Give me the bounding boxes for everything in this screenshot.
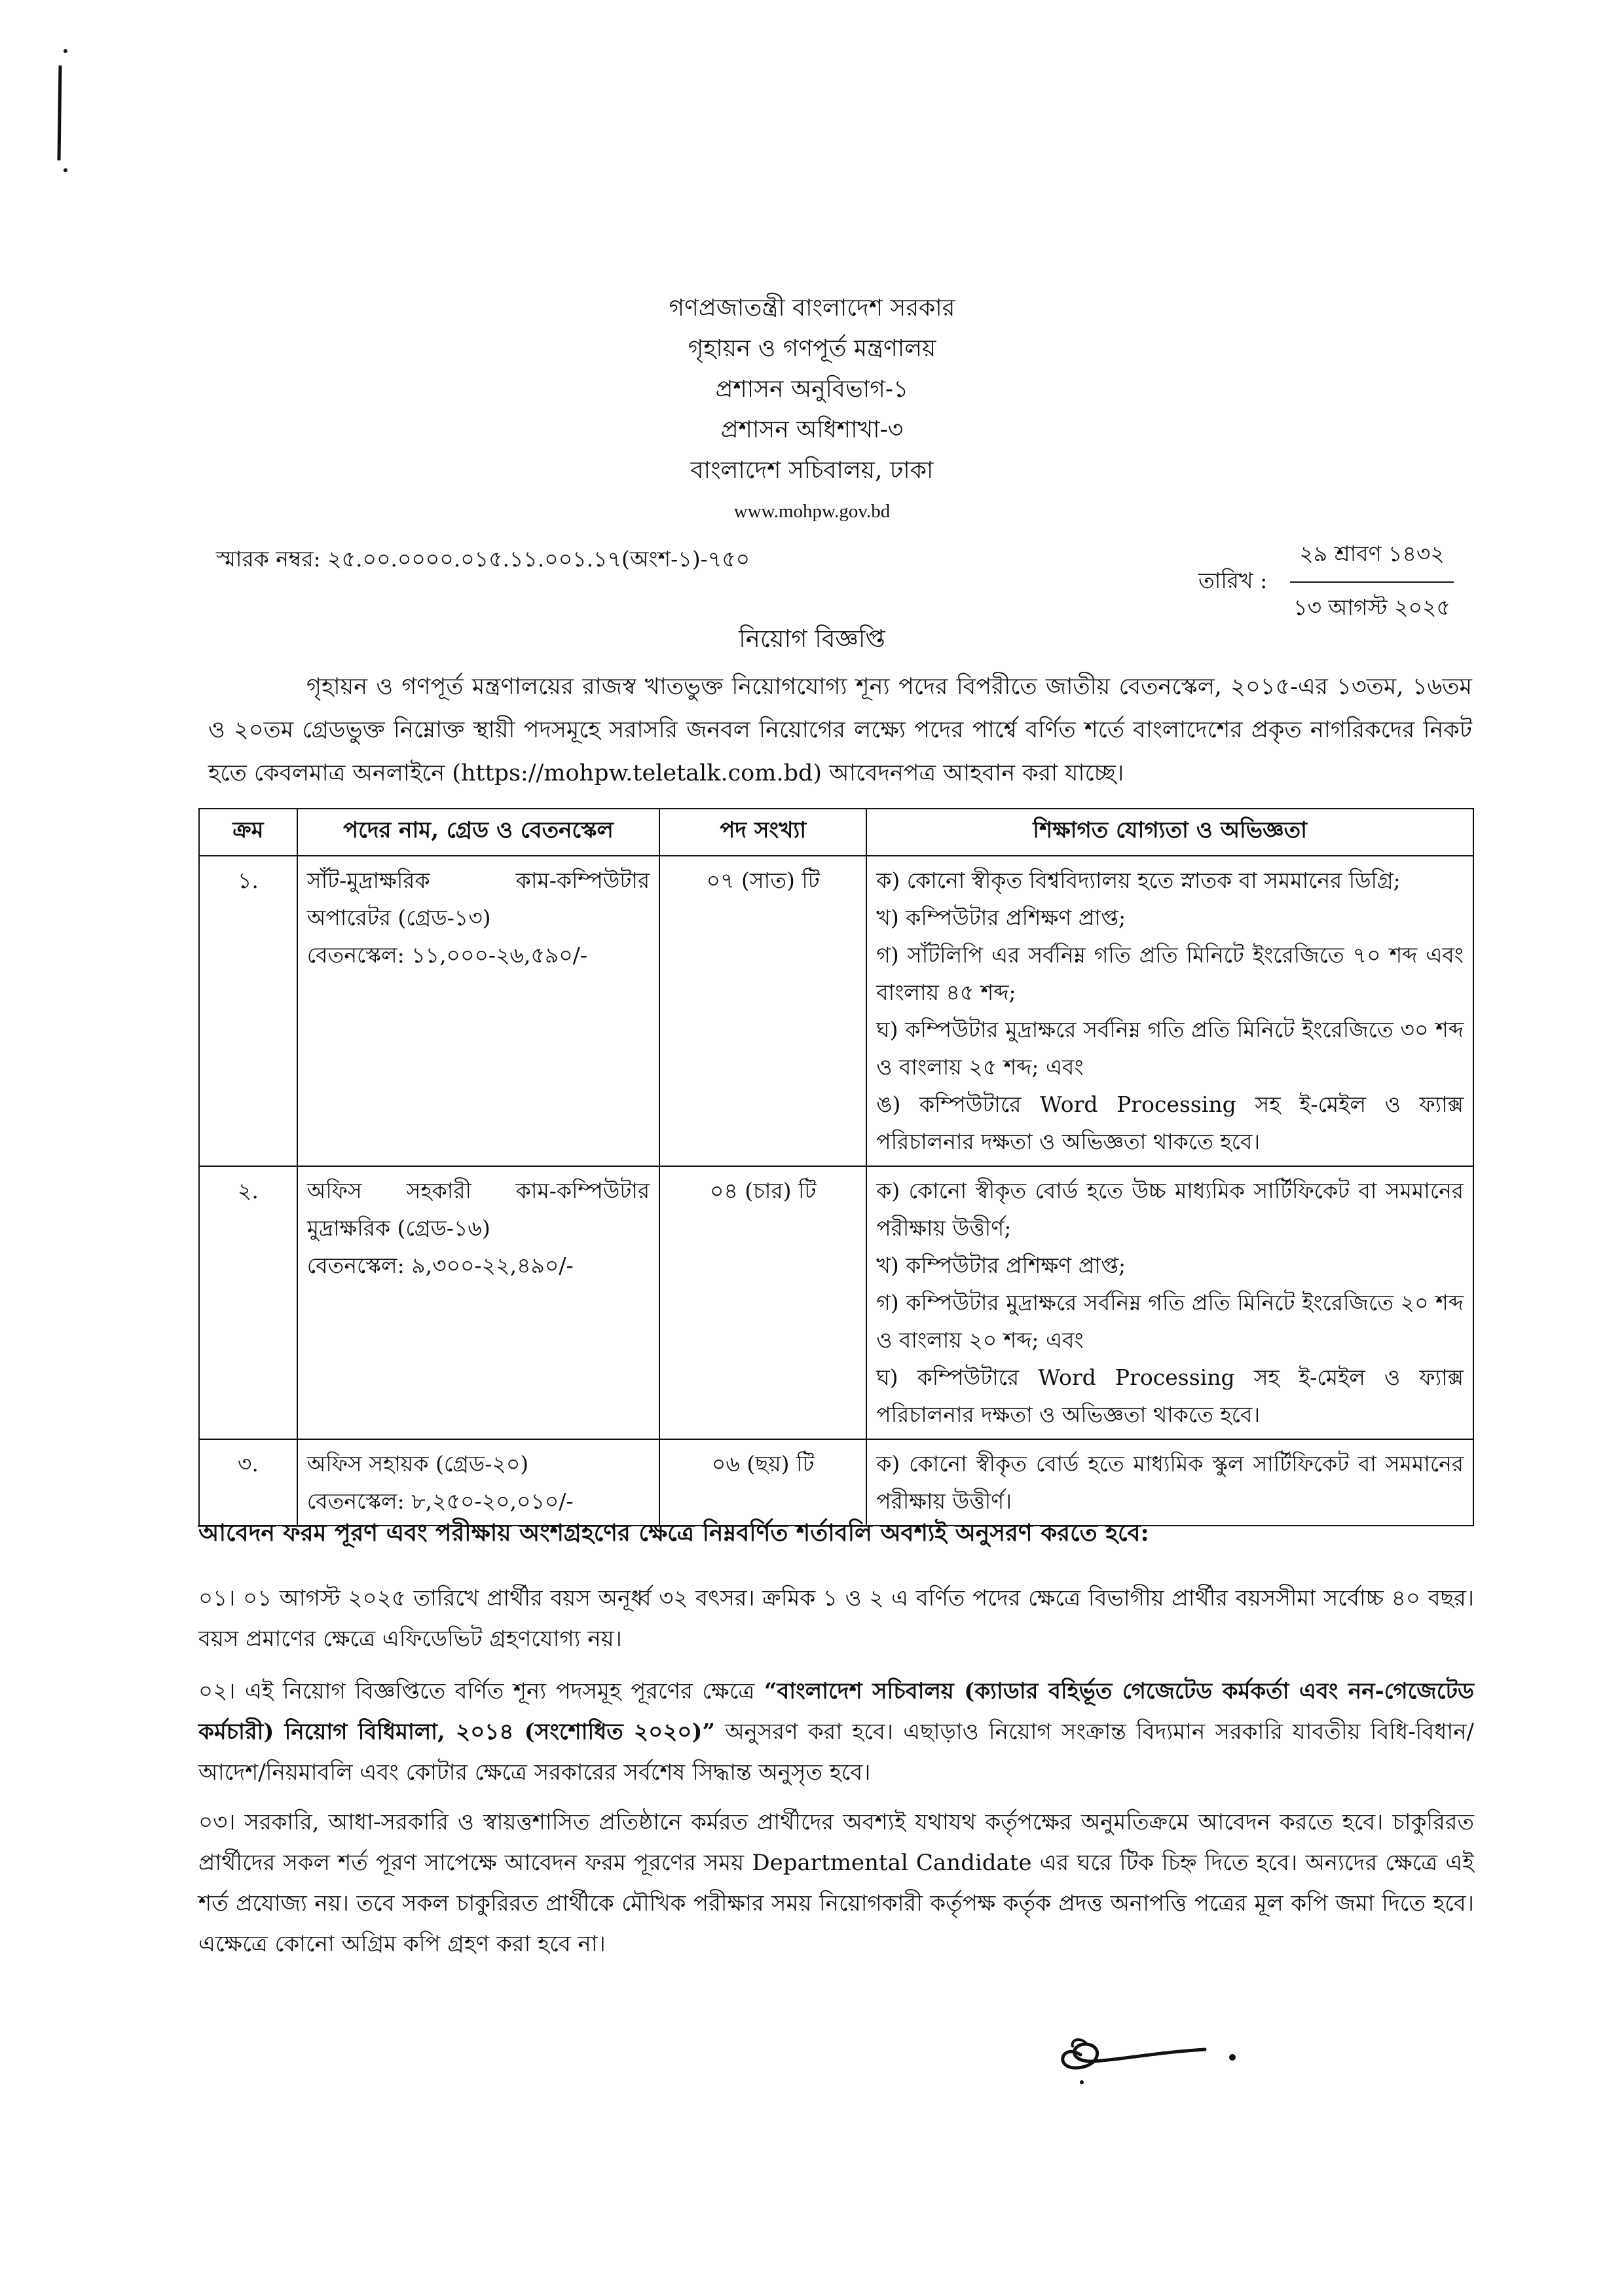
memo-number: [216, 542, 750, 579]
header-serial: ক্রম: [199, 809, 297, 856]
header-government: গণপ্রজাতন্ত্রী বাংলাদেশ সরকার: [669, 295, 955, 321]
table-row: [199, 1439, 1473, 1526]
conditions-heading: আবেদন ফরম পূরণ এবং পরীক্ষায় অংশগ্রহণের ক্ষেত্রে নিম্নবর্ণিত শর্তাবলি অবশ্যই অনুসরণ করতে হবে:: [198, 1519, 1149, 1547]
header-qualification: শিক্ষাগত যোগ্যতা ও অভিজ্ঞতা: [866, 809, 1473, 856]
row-serial: ৩.: [199, 1439, 297, 1526]
notice-title: নিয়োগ বিজ্ঞপ্তি: [739, 625, 885, 653]
signature: [1041, 2017, 1257, 2089]
row-count: ০৭ (সাত) টি: [659, 856, 866, 1166]
row-qualifications: [866, 1439, 1473, 1526]
qualification-item: ক) কোনো স্বীকৃত বোর্ড হতে মাধ্যমিক স্কুল সার্টিফিকেট বা সমমানের পরীক্ষায় উত্তীর্ণ।: [876, 1451, 1464, 1514]
row-post: [297, 856, 659, 1166]
date-block: [1198, 534, 1460, 630]
table-row: [199, 1166, 1473, 1439]
table-header-row: [199, 809, 1473, 856]
row-post: [297, 1166, 659, 1439]
pay-scale: বেতনস্কেল: ১১,০০০-২৬,৫৯০/-: [306, 942, 588, 968]
intro-paragraph: গৃহায়ন ও গণপূর্ত মন্ত্রণালয়ের রাজস্ব খাতভুক্ত নিয়োগযোগ্য শূন্য পদের বিপরীতে জাতীয় বেতনস্কেল, ২০১৫-এর ১৩তম, ১৬তম ও ২০তম গ্রেডভুক্ত নিম্নোক্ত স্থায়ী পদসমূহে সরাসরি জনবল নিয়োগের লক্ষ্যে পদের পার্শ্বে বর্ণিত শর্তে বাংলাদেশের প্রকৃত নাগরিকদের নিকট হতে কেবলমাত্র অনলাইনে (https://mohpw.teletalk.com.bd) আবেদনপত্র আহবান করা যাচ্ছে।: [208, 674, 1472, 786]
memo-value: ২৫.০০.০০০০.০১৫.১১.০০১.১৭(অংশ-১)-৭৫০: [327, 546, 750, 572]
row-count: ০৪ (চার) টি: [659, 1166, 866, 1439]
posts-table: [198, 808, 1474, 1526]
pay-scale: বেতনস্কেল: ৯,৩০০-২২,৪৯০/-: [306, 1253, 574, 1278]
post-name: অফিস সহকারী কাম-কম্পিউটার মুদ্রাক্ষরিক (গ্রেড-১৬): [306, 1178, 650, 1241]
office-header: [0, 288, 1624, 532]
memo-label: স্মারক নম্বর:: [216, 546, 321, 572]
qualification-item: গ) সাঁটলিপি এর সর্বনিম্ন গতি প্রতি মিনিটে ইংরেজিতে ৭০ শব্দ এবং বাংলায় ৪৫ শব্দ;: [876, 942, 1464, 1005]
table-row: [199, 856, 1473, 1166]
qualification-item: খ) কম্পিউটার প্রশিক্ষণ প্রাপ্ত;: [876, 905, 1126, 930]
condition-2-rest: অনুসরণ করা হবে। এছাড়াও নিয়োগ সংক্রান্ত বিদ্যমান সরকারি যাবতীয় বিধি-বিধান/আদেশ/নিয়মাবলি এবং কোটার ক্ষেত্রে সরকারের সর্বশেষ সিদ্ধান্ত অনুসৃত হবে।: [198, 1719, 1474, 1786]
condition-2-rule-title: “বাংলাদেশ সচিবালয় (ক্যাডার বহির্ভূত গেজেটেড কর্মকর্তা এবং নন-গেজেটেড কর্মচারী) নিয়োগ বিধিমালা, ২০১৪ (সংশোধিত ২০২০)”: [198, 1678, 1475, 1745]
date-english: ১৩ আগস্ট ২০২৫: [1293, 595, 1450, 620]
row-serial: ২.: [199, 1166, 297, 1439]
post-name: অফিস সহায়ক (গ্রেড-২০): [306, 1451, 529, 1477]
qualification-item: ক) কোনো স্বীকৃত বিশ্ববিদ্যালয় হতে স্নাতক বা সমমানের ডিগ্রি;: [876, 868, 1401, 893]
punch-mark: [46, 46, 72, 177]
header-location: বাংলাদেশ সচিবালয়, ঢাকা: [690, 457, 934, 484]
row-post: [297, 1439, 659, 1526]
post-name: সাঁট-মুদ্রাক্ষরিক কাম-কম্পিউটার অপারেটর (গ্রেড-১৩): [306, 868, 650, 930]
condition-1: ০১। ০১ আগস্ট ২০২৫ তারিখে প্রার্থীর বয়স অনূর্ধ্ব ৩২ বৎসর। ক্রমিক ১ ও ২ এ বর্ণিত পদের ক্ষেত্রে বিভাগীয় প্রার্থীর বয়সসীমা সর্বোচ্চ ৪০ বছর। বয়স প্রমাণের ক্ষেত্রে এফিডেভিট গ্রহণযোগ্য নয়।: [198, 1585, 1474, 1652]
condition-2: [198, 1671, 1474, 1793]
qualification-item: খ) কম্পিউটার প্রশিক্ষণ প্রাপ্ত;: [876, 1253, 1126, 1278]
qualification-item: গ) কম্পিউটার মুদ্রাক্ষরে সর্বনিম্ন গতি প্রতি মিনিটে ইংরেজিতে ২০ শব্দ ও বাংলায় ২০ শব্দ; এবং: [876, 1290, 1464, 1353]
row-serial: ১.: [199, 856, 297, 1166]
header-website: www.mohpw.gov.bd: [733, 501, 891, 522]
date-label: তারিখ :: [1198, 568, 1268, 593]
qualification-item: ঙ) কম্পিউটারে Word Processing সহ ই-মেইল ও ফ্যাক্স পরিচালনার দক্ষতা ও অভিজ্ঞতা থাকতে হবে।: [876, 1092, 1464, 1154]
header-ministry: গৃহায়ন ও গণপূর্ত মন্ত্রণালয়: [688, 335, 936, 362]
pay-scale: বেতনস্কেল: ৮,২৫০-২০,০১০/-: [306, 1488, 574, 1514]
header-division: প্রশাসন অনুবিভাগ-১: [715, 376, 909, 403]
date-bangla: ২৯ শ্রাবণ ১৪৩২: [1290, 534, 1453, 583]
qualification-item: ক) কোনো স্বীকৃত বোর্ড হতে উচ্চ মাধ্যমিক সার্টিফিকেট বা সমমানের পরীক্ষায় উত্তীর্ণ;: [876, 1178, 1464, 1241]
condition-3: ০৩। সরকারি, আধা-সরকারি ও স্বায়ত্তশাসিত প্রতিষ্ঠানে কর্মরত প্রার্থীদের অবশ্যই যথাযথ কর্তৃপক্ষের অনুমতিক্রমে আবেদন করতে হবে। চাকুরিরত প্রার্থীদের সকল শর্ত পূরণ সাপেক্ষে আবেদন ফরম পূরণের সময় Departmental Candidate এর ঘরে টিক চিহ্ন দিতে হবে। অন্যদের ক্ষেত্রে এই শর্ত প্রযোজ্য নয়। তবে সকল চাকুরিরত প্রার্থীকে মৌখিক পরীক্ষার সময় নিয়োগকারী কর্তৃপক্ষ কর্তৃক প্রদত্ত অনাপত্তি পত্রের মূল কপি জমা দিতে হবে। এক্ষেত্রে কোনো অগ্রিম কপি গ্রহণ করা হবে না।: [198, 1809, 1474, 1957]
row-qualifications: [866, 1166, 1473, 1439]
condition-2-intro: ০২। এই নিয়োগ বিজ্ঞপ্তিতে বর্ণিত শূন্য পদসমূহ পূরণের ক্ষেত্রে: [198, 1678, 764, 1704]
row-qualifications: [866, 856, 1473, 1166]
header-branch: প্রশাসন অধিশাখা-৩: [720, 416, 904, 443]
header-count: পদ সংখ্যা: [659, 809, 866, 856]
header-post: পদের নাম, গ্রেড ও বেতনস্কেল: [297, 809, 659, 856]
row-count: ০৬ (ছয়) টি: [659, 1439, 866, 1526]
qualification-item: ঘ) কম্পিউটারে Word Processing সহ ই-মেইল ও ফ্যাক্স পরিচালনার দক্ষতা ও অভিজ্ঞতা থাকতে হবে।: [876, 1365, 1464, 1427]
qualification-item: ঘ) কম্পিউটার মুদ্রাক্ষরে সর্বনিম্ন গতি প্রতি মিনিটে ইংরেজিতে ৩০ শব্দ ও বাংলায় ২৫ শব্দ; এবং: [876, 1017, 1464, 1080]
